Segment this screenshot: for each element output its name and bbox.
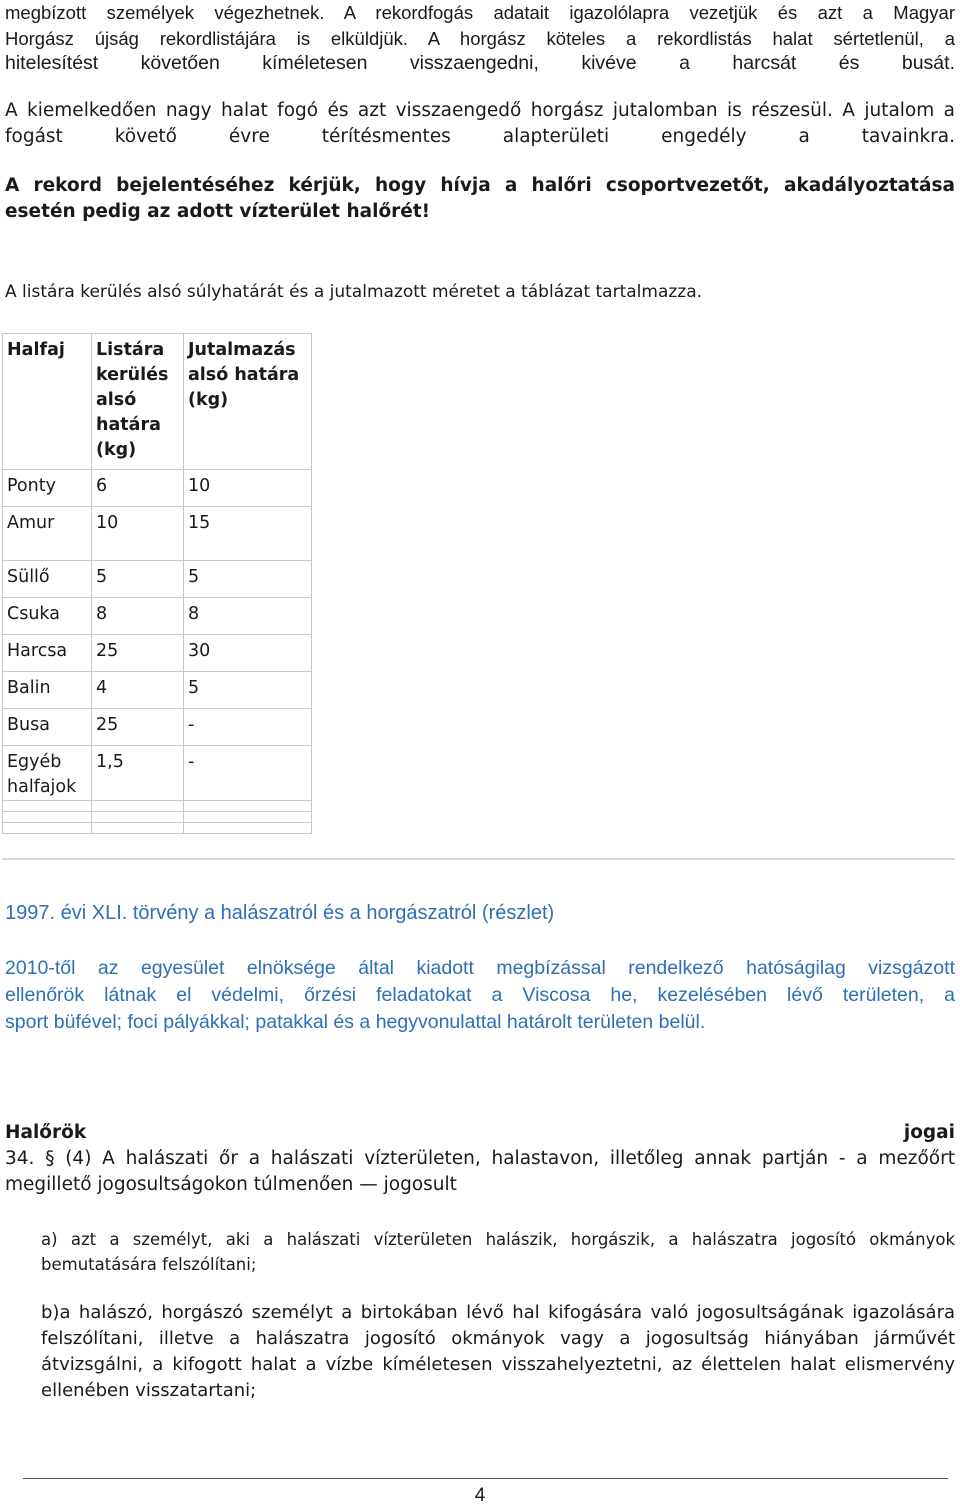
paragraph-inspectors: [5, 955, 955, 1036]
text-line: átvizsgálni, a kifogott halat a vízbe kíméletesen visszahelyeztetni, az élettelen halat elismervény: [41, 1354, 955, 1375]
empty-cell: [3, 812, 92, 823]
section-heading: Halőrök jogai: [5, 1122, 955, 1143]
record-weight-table: [2, 333, 312, 834]
text-line: esetén pedig az adott vízterület halőrét!: [5, 201, 431, 222]
empty-cell: [184, 801, 312, 812]
cell-reward-limit: -: [184, 709, 312, 746]
text-line: A kiemelkedően nagy halat fogó és azt visszaengedő horgász jutalomban is részesül. A jutalom a: [5, 100, 955, 121]
cell-listing-limit: 1,5: [92, 746, 184, 801]
paragraph-table-intro: A listára kerülés alsó súlyhatárát és a jutalmazott méretet a táblázat tartalmazza.: [5, 282, 703, 302]
table-row: [3, 635, 312, 672]
list-item-b: [41, 1300, 955, 1404]
header-listing-limit: Listára kerülés alsó határa (kg): [92, 334, 184, 470]
text-line: fogást követő évre térítésmentes alapterületi engedély a tavainkra.: [5, 125, 955, 147]
cell-reward-limit: 5: [184, 561, 312, 598]
table-row: [3, 598, 312, 635]
text-line: megillető jogosultságokon túlmenően — jogosult: [5, 1174, 457, 1195]
empty-cell: [184, 812, 312, 823]
text-line: 2010-től az egyesület elnöksége által kiadott megbízással rendelkező hatóságilag vizsgázott: [5, 957, 955, 979]
cell-listing-limit: 10: [92, 507, 184, 561]
cell-reward-limit: 8: [184, 598, 312, 635]
paragraph-reward: [5, 98, 955, 149]
cell-species: Busa: [3, 709, 92, 746]
cell-species: Egyéb halfajok: [3, 746, 92, 801]
cell-reward-limit: 15: [184, 507, 312, 561]
table-row: [3, 709, 312, 746]
table-header-row: [3, 334, 312, 470]
list-item-a: [41, 1227, 955, 1277]
cell-reward-limit: -: [184, 746, 312, 801]
empty-cell: [92, 812, 184, 823]
header-species: Halfaj: [3, 334, 92, 470]
empty-cell: [184, 823, 312, 834]
empty-cell: [3, 823, 92, 834]
footer-divider: [23, 1478, 948, 1479]
cell-reward-limit: 5: [184, 672, 312, 709]
table-empty-row: [3, 812, 312, 823]
paragraph-warden-rights: [5, 1120, 955, 1198]
empty-cell: [92, 801, 184, 812]
header-reward-limit: Jutalmazás alsó határa (kg): [184, 334, 312, 470]
cell-reward-limit: 10: [184, 470, 312, 507]
text-line: a) azt a személyt, aki a halászati vízterületen halászik, horgászik, a halászatra jogosító okmányok: [41, 1230, 955, 1249]
empty-cell: [92, 823, 184, 834]
table-empty-row: [3, 823, 312, 834]
text-line: felszólítani, illetve a halászatra jogosító okmányok vagy a jogosultság hiányában járművét: [41, 1328, 955, 1349]
text-line: megbízott személyek végezhetnek. A rekordfogás adatait igazolólapra vezetjük és azt a Magyar: [5, 2, 955, 23]
cell-listing-limit: 5: [92, 561, 184, 598]
cell-species: Ponty: [3, 470, 92, 507]
page-number: 4: [474, 1485, 486, 1506]
cell-species: Süllő: [3, 561, 92, 598]
text-line: 34. § (4) A halászati őr a halászati vízterületen, halastavon, illetőleg annak partján - a mezőőrt: [5, 1148, 955, 1169]
table-row: [3, 746, 312, 801]
text-line: ellenőrök látnak el védelmi, őrzési feladatokat a Viscosa he, kezelésében lévő területen, a: [5, 984, 955, 1006]
text-line: Horgász újság rekordlistájára is elküldjük. A horgász köteles a rekordlistás halat sértetlenül, a: [5, 27, 955, 49]
table-row: [3, 470, 312, 507]
cell-listing-limit: 25: [92, 709, 184, 746]
divider: [2, 858, 955, 860]
text-line: hitelesítést követően kíméletesen visszaengedni, kivéve a harcsát és busát.: [5, 52, 955, 74]
cell-listing-limit: 4: [92, 672, 184, 709]
cell-species: Amur: [3, 507, 92, 561]
cell-listing-limit: 25: [92, 635, 184, 672]
law-title: 1997. évi XLI. törvény a halászatról és a horgászatról (részlet): [5, 902, 555, 924]
text-line: b)a halászó, horgászó személyt a birtokában lévő hal kifogására való jogosultságának igazolására: [41, 1302, 955, 1323]
text-line: ellenében visszatartani;: [41, 1380, 257, 1401]
cell-reward-limit: 30: [184, 635, 312, 672]
cell-species: Balin: [3, 672, 92, 709]
table-row: [3, 507, 312, 561]
paragraph-report-notice: [5, 173, 955, 225]
empty-cell: [3, 801, 92, 812]
text-line: sport büfével; foci pályákkal; patakkal és a hegyvonulattal határolt területen belül.: [5, 1011, 706, 1033]
cell-listing-limit: 6: [92, 470, 184, 507]
table-row: [3, 672, 312, 709]
text-line: bemutatására felszólítani;: [41, 1255, 257, 1274]
text-line: A rekord bejelentéséhez kérjük, hogy hívja a halőri csoportvezetőt, akadályoztatása: [5, 175, 955, 196]
cell-listing-limit: 8: [92, 598, 184, 635]
table-empty-row: [3, 801, 312, 812]
table-row: [3, 561, 312, 598]
cell-species: Csuka: [3, 598, 92, 635]
paragraph-record-handling: [5, 0, 955, 77]
cell-species: Harcsa: [3, 635, 92, 672]
